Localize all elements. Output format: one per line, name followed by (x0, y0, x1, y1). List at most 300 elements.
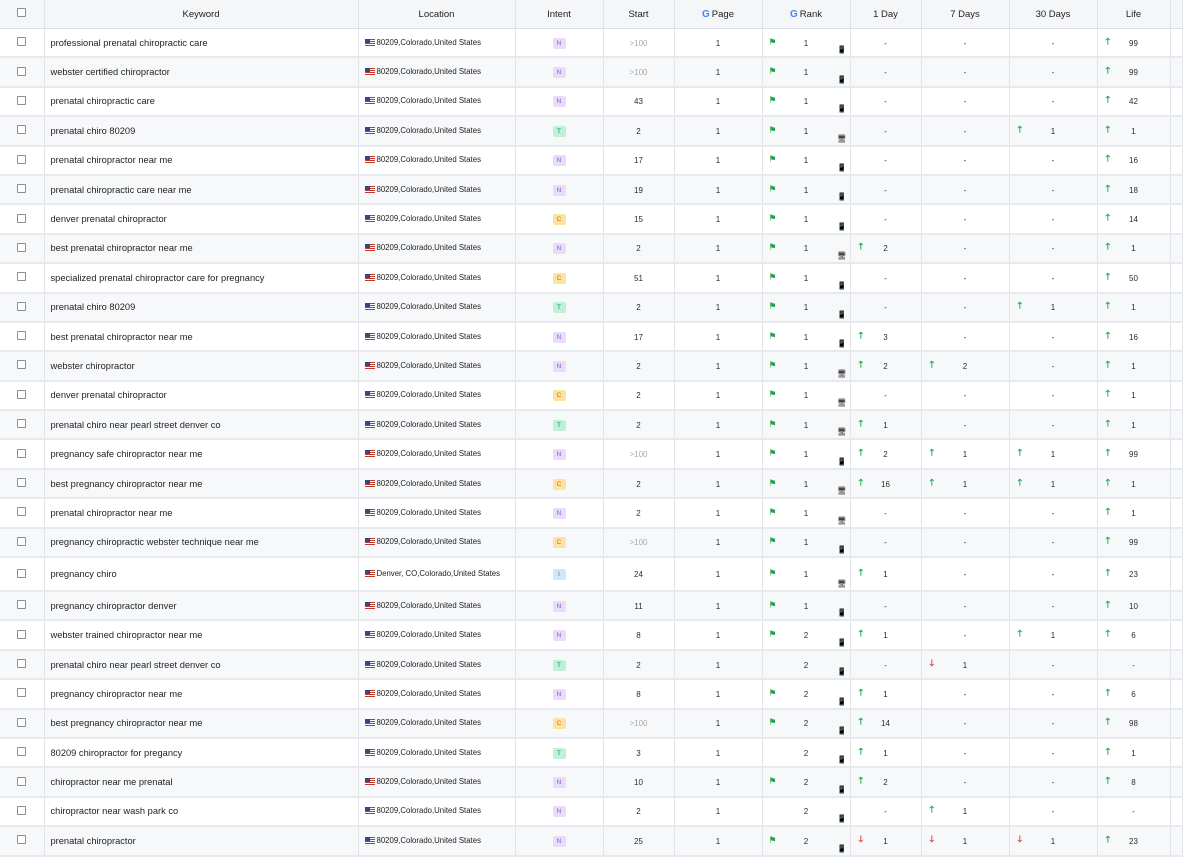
table-row[interactable] (0, 591, 1182, 620)
row-select-cell[interactable] (0, 351, 44, 380)
page-value: 1 (715, 420, 721, 430)
7-days-change-cell (921, 650, 1009, 679)
keyword-cell[interactable]: specialized prenatal chiropractor care for pregnancy (44, 263, 358, 292)
intent-cell (515, 410, 603, 439)
row-checkbox[interactable] (17, 302, 26, 311)
row-select-cell[interactable] (0, 234, 44, 263)
life-change-value: 6 (1131, 631, 1136, 641)
keyword-cell[interactable]: prenatal chiro near pearl street denver co (44, 650, 358, 679)
7-days-change-cell (921, 57, 1009, 86)
keyword-cell[interactable]: denver prenatal chiropractor (44, 204, 358, 233)
life-change-value: 23 (1129, 836, 1138, 846)
location-text: 80209,Colorado,United States (376, 507, 481, 517)
trend-up-icon: 🡑 (929, 476, 935, 487)
keyword-cell[interactable]: pregnancy chiropractic webster technique near me (44, 528, 358, 557)
keyword-cell[interactable]: webster chiropractor (44, 351, 358, 380)
row-checkbox[interactable] (17, 777, 26, 786)
page-value: 1 (715, 689, 721, 699)
keyword-cell[interactable]: prenatal chiro near pearl street denver co (44, 410, 358, 439)
trend-up-icon: 🡑 (1105, 182, 1111, 193)
location-cell (358, 679, 515, 708)
1-day-change-cell (850, 826, 921, 855)
row-select-cell[interactable] (0, 146, 44, 175)
life-change-value: 1 (1131, 361, 1136, 371)
intent-badge: N (553, 630, 566, 641)
1-day-change-cell (850, 146, 921, 175)
keyword-cell[interactable]: pregnancy safe chiropractor near me (44, 439, 358, 468)
life-change-cell (1097, 234, 1170, 263)
us-flag-icon (365, 333, 375, 340)
select-all-header[interactable] (0, 0, 44, 29)
row-checkbox[interactable] (17, 243, 26, 252)
row-select-cell[interactable] (0, 469, 44, 498)
trend-up-icon: 🡑 (929, 359, 935, 370)
keyword-cell[interactable]: webster trained chiropractor near me (44, 620, 358, 649)
row-checkbox[interactable] (17, 600, 26, 609)
row-checkbox[interactable] (17, 125, 26, 134)
keyword-cell[interactable]: best pregnancy chiropractor near me (44, 709, 358, 738)
flag-icon: ⚑ (768, 66, 777, 77)
keyword-cell[interactable]: prenatal chiropractic care (44, 87, 358, 116)
life-change-value: 98 (1129, 719, 1138, 729)
mobile-icon: 📱 (837, 755, 847, 765)
row-select-cell[interactable] (0, 87, 44, 116)
table-row[interactable] (0, 293, 1182, 322)
page-cell (674, 469, 762, 498)
us-flag-icon (365, 303, 375, 310)
life-change-value: 18 (1129, 185, 1138, 195)
intent-badge: N (553, 836, 566, 847)
7-days-change-value: - (963, 38, 967, 48)
table-row[interactable] (0, 263, 1182, 292)
7-days-change-value: - (963, 215, 967, 225)
keyword-cell[interactable]: best pregnancy chiropractor near me (44, 469, 358, 498)
row-checkbox[interactable] (17, 419, 26, 428)
location-text: 80209,Colorado,United States (376, 449, 481, 459)
start-value: >100 (629, 538, 648, 548)
page-value: 1 (715, 778, 721, 788)
trend-up-icon: 🡑 (1105, 359, 1111, 370)
trend-up-icon: 🡑 (1105, 628, 1111, 639)
1-day-change-value: - (884, 391, 887, 401)
life-change-value: - (1132, 807, 1135, 817)
1-day-change-cell (850, 591, 921, 620)
row-checkbox[interactable] (17, 478, 26, 487)
start-value: 10 (634, 778, 643, 788)
location-cell (358, 146, 515, 175)
overflow-cell (1170, 263, 1182, 292)
row-select-cell[interactable] (0, 175, 44, 204)
keyword-cell[interactable]: webster certified chiropractor (44, 57, 358, 86)
intent-badge: N (553, 449, 566, 460)
start-value: 2 (636, 508, 641, 518)
table-row[interactable] (0, 175, 1182, 204)
location-text: 80209,Colorado,United States (376, 272, 481, 282)
row-select-cell[interactable] (0, 620, 44, 649)
location-text: 80209,Colorado,United States (376, 390, 481, 400)
keyword-cell[interactable]: prenatal chiropractor (44, 826, 358, 855)
trend-up-icon: 🡑 (858, 716, 864, 727)
intent-cell (515, 498, 603, 527)
7-days-change-value: 1 (962, 450, 968, 460)
life-change-value: 99 (1129, 450, 1138, 460)
7-days-column-header[interactable]: 7 Days (921, 0, 1009, 29)
row-select-cell[interactable] (0, 650, 44, 679)
7-days-change-cell (921, 709, 1009, 738)
location-text: 80209,Colorado,United States (376, 37, 481, 47)
table-row[interactable] (0, 322, 1182, 351)
30-days-change-value: 1 (1050, 126, 1056, 136)
table-row[interactable] (0, 57, 1182, 86)
flag-icon: ⚑ (768, 330, 777, 341)
rank-cell (762, 469, 850, 498)
flag-icon: ⚑ (768, 359, 777, 370)
7-days-change-value: - (963, 631, 967, 641)
row-checkbox[interactable] (17, 537, 26, 546)
1-day-column-header[interactable]: 1 Day (850, 0, 921, 29)
life-change-cell (1097, 57, 1170, 86)
page-cell (674, 322, 762, 351)
intent-column-header[interactable]: Intent (515, 0, 603, 29)
flag-icon: ⚑ (768, 776, 777, 787)
location-column-header[interactable]: Location (358, 0, 515, 29)
table-row[interactable] (0, 767, 1182, 796)
keyword-column-header[interactable]: Keyword (44, 0, 358, 29)
start-value: 43 (634, 97, 643, 107)
7-days-change-cell (921, 204, 1009, 233)
location-text: 80209,Colorado,United States (376, 96, 481, 106)
rank-cell (762, 650, 850, 679)
30-days-change-cell (1009, 146, 1097, 175)
start-value: 24 (634, 570, 643, 580)
intent-badge: T (553, 660, 566, 671)
table-row[interactable] (0, 439, 1182, 468)
overflow-cell (1170, 204, 1182, 233)
flag-icon: ⚑ (768, 448, 777, 459)
life-change-cell (1097, 116, 1170, 145)
row-select-cell[interactable] (0, 381, 44, 410)
table-row[interactable] (0, 116, 1182, 145)
flag-icon: ⚑ (768, 36, 777, 47)
row-checkbox[interactable] (17, 155, 26, 164)
life-change-cell (1097, 679, 1170, 708)
trend-up-icon: 🡑 (1105, 212, 1111, 223)
row-select-cell[interactable] (0, 498, 44, 527)
7-days-change-cell (921, 738, 1009, 767)
trend-up-icon: 🡑 (1105, 241, 1111, 252)
life-change-cell (1097, 591, 1170, 620)
row-checkbox[interactable] (17, 659, 26, 668)
keyword-cell[interactable]: prenatal chiro 80209 (44, 293, 358, 322)
page-cell (674, 351, 762, 380)
keyword-cell[interactable]: pregnancy chiropractor denver (44, 591, 358, 620)
row-checkbox[interactable] (17, 360, 26, 369)
keyword-cell[interactable]: 80209 chiropractor for pregancy (44, 738, 358, 767)
row-checkbox[interactable] (17, 272, 26, 281)
table-row[interactable] (0, 87, 1182, 116)
row-select-cell[interactable] (0, 591, 44, 620)
start-cell (603, 410, 674, 439)
start-value: 25 (634, 836, 643, 846)
row-checkbox[interactable] (17, 37, 26, 46)
row-select-cell[interactable] (0, 738, 44, 767)
trend-up-icon: 🡑 (1105, 388, 1111, 399)
keyword-cell[interactable]: best prenatal chiropractor near me (44, 234, 358, 263)
start-cell (603, 234, 674, 263)
select-all-checkbox[interactable] (17, 8, 26, 17)
trend-up-icon: 🡑 (1017, 447, 1023, 458)
table-row[interactable] (0, 709, 1182, 738)
row-checkbox[interactable] (17, 331, 26, 340)
life-change-value: 1 (1131, 303, 1136, 313)
1-day-change-value: - (884, 660, 887, 670)
7-days-change-cell (921, 469, 1009, 498)
start-cell (603, 709, 674, 738)
trend-up-icon: 🡑 (1105, 598, 1111, 609)
intent-cell (515, 175, 603, 204)
7-days-change-value: - (963, 748, 967, 758)
start-column-header[interactable]: Start (603, 0, 674, 29)
mobile-icon: 📱 (837, 280, 847, 290)
30-days-change-cell (1009, 498, 1097, 527)
keyword-cell[interactable]: professional prenatal chiropractic care (44, 29, 358, 58)
page-value: 1 (715, 836, 721, 846)
row-checkbox[interactable] (17, 96, 26, 105)
start-value: 2 (636, 126, 641, 136)
7-days-change-cell (921, 29, 1009, 58)
life-change-cell (1097, 620, 1170, 649)
life-change-cell (1097, 146, 1170, 175)
30-days-change-value: - (1051, 273, 1055, 283)
table-row[interactable] (0, 234, 1182, 263)
mobile-icon: 📱 (837, 221, 847, 231)
30-days-change-cell (1009, 797, 1097, 826)
keyword-cell[interactable]: chiropractor near wash park co (44, 797, 358, 826)
keyword-cell[interactable]: prenatal chiropractor near me (44, 146, 358, 175)
table-row[interactable] (0, 146, 1182, 175)
page-cell (674, 116, 762, 145)
us-flag-icon (365, 631, 375, 638)
row-checkbox[interactable] (17, 747, 26, 756)
row-select-cell[interactable] (0, 116, 44, 145)
table-row[interactable] (0, 738, 1182, 767)
us-flag-icon (365, 450, 375, 457)
overflow-cell (1170, 410, 1182, 439)
row-checkbox[interactable] (17, 688, 26, 697)
row-select-cell[interactable] (0, 29, 44, 58)
table-row[interactable] (0, 528, 1182, 557)
intent-cell (515, 679, 603, 708)
intent-badge: N (553, 508, 566, 519)
location-cell (358, 116, 515, 145)
page-column-header[interactable] (674, 0, 762, 29)
table-row[interactable] (0, 620, 1182, 649)
row-checkbox[interactable] (17, 184, 26, 193)
row-select-cell[interactable] (0, 557, 44, 591)
start-value: 8 (636, 689, 641, 699)
1-day-change-cell (850, 116, 921, 145)
table-row[interactable] (0, 410, 1182, 439)
table-row[interactable] (0, 498, 1182, 527)
start-value: 2 (636, 479, 641, 489)
1-day-change-cell (850, 498, 921, 527)
intent-badge: N (553, 777, 566, 788)
table-row[interactable] (0, 381, 1182, 410)
table-row[interactable] (0, 826, 1182, 855)
flag-icon: ⚑ (768, 599, 777, 610)
rank-cell (762, 738, 850, 767)
page-value: 1 (715, 273, 721, 283)
location-cell (358, 381, 515, 410)
30-days-change-value: - (1051, 97, 1055, 107)
location-cell (358, 826, 515, 855)
keyword-cell[interactable]: chiropractor near me prenatal (44, 767, 358, 796)
1-day-change-cell (850, 263, 921, 292)
life-change-cell (1097, 293, 1170, 322)
life-change-cell (1097, 738, 1170, 767)
row-checkbox[interactable] (17, 718, 26, 727)
start-cell (603, 29, 674, 58)
intent-cell (515, 738, 603, 767)
1-day-change-cell (850, 469, 921, 498)
30-days-change-value: 1 (1050, 479, 1056, 489)
rank-value: 1 (803, 97, 809, 107)
overflow-cell (1170, 146, 1182, 175)
trend-up-icon: 🡑 (1105, 687, 1111, 698)
row-select-cell[interactable] (0, 263, 44, 292)
keyword-cell[interactable]: pregnancy chiro (44, 557, 358, 591)
row-select-cell[interactable] (0, 293, 44, 322)
keyword-cell[interactable]: best prenatal chiropractor near me (44, 322, 358, 351)
life-change-cell (1097, 175, 1170, 204)
1-day-change-value: - (884, 807, 887, 817)
table-row[interactable] (0, 650, 1182, 679)
7-days-change-cell (921, 293, 1009, 322)
start-cell (603, 263, 674, 292)
row-select-cell[interactable] (0, 439, 44, 468)
row-checkbox[interactable] (17, 835, 26, 844)
table-row[interactable] (0, 469, 1182, 498)
row-checkbox[interactable] (17, 507, 26, 516)
1-day-change-cell (850, 709, 921, 738)
row-select-cell[interactable] (0, 767, 44, 796)
life-change-value: 23 (1129, 570, 1138, 580)
rank-cell (762, 381, 850, 410)
keyword-cell[interactable]: prenatal chiropractor near me (44, 498, 358, 527)
7-days-change-value: - (963, 689, 967, 699)
mobile-icon: 📱 (837, 784, 847, 794)
intent-badge: N (553, 332, 566, 343)
life-column-header[interactable]: Life (1097, 0, 1170, 29)
row-select-cell[interactable] (0, 322, 44, 351)
rank-value: 1 (803, 38, 809, 48)
row-checkbox[interactable] (17, 390, 26, 399)
row-checkbox[interactable] (17, 569, 26, 578)
life-change-value: 1 (1131, 244, 1136, 254)
row-checkbox[interactable] (17, 214, 26, 223)
30-days-change-value: 1 (1050, 303, 1056, 313)
location-cell (358, 322, 515, 351)
rank-cell (762, 620, 850, 649)
table-row[interactable] (0, 29, 1182, 58)
location-text: 80209,Colorado,United States (376, 688, 481, 698)
flag-icon: ⚑ (768, 212, 777, 223)
intent-cell (515, 234, 603, 263)
table-row[interactable] (0, 797, 1182, 826)
row-select-cell[interactable] (0, 679, 44, 708)
intent-cell (515, 263, 603, 292)
row-select-cell[interactable] (0, 410, 44, 439)
table-row[interactable] (0, 557, 1182, 591)
page-cell (674, 650, 762, 679)
rank-value: 1 (803, 538, 809, 548)
rank-header-label: Rank (799, 8, 822, 20)
table-row[interactable] (0, 679, 1182, 708)
rank-column-header[interactable] (762, 0, 850, 29)
row-select-cell[interactable] (0, 528, 44, 557)
30-days-column-header[interactable]: 30 Days (1009, 0, 1097, 29)
start-value: 2 (636, 244, 641, 254)
row-select-cell[interactable] (0, 797, 44, 826)
30-days-change-cell (1009, 29, 1097, 58)
table-row[interactable] (0, 351, 1182, 380)
page-value: 1 (715, 38, 721, 48)
intent-badge: N (553, 361, 566, 372)
row-select-cell[interactable] (0, 826, 44, 855)
7-days-change-cell (921, 116, 1009, 145)
30-days-change-value: - (1051, 156, 1055, 166)
row-select-cell[interactable] (0, 709, 44, 738)
row-checkbox[interactable] (17, 67, 26, 76)
7-days-change-cell (921, 620, 1009, 649)
row-select-cell[interactable] (0, 204, 44, 233)
1-day-change-cell (850, 293, 921, 322)
mobile-icon: 📱 (837, 162, 847, 172)
us-flag-icon (365, 39, 375, 46)
keyword-cell[interactable]: prenatal chiropractic care near me (44, 175, 358, 204)
trend-up-icon: 🡑 (1105, 447, 1111, 458)
1-day-change-cell (850, 87, 921, 116)
row-select-cell[interactable] (0, 57, 44, 86)
row-checkbox[interactable] (17, 630, 26, 639)
keyword-cell[interactable]: denver prenatal chiropractor (44, 381, 358, 410)
row-checkbox[interactable] (17, 449, 26, 458)
life-change-value: 42 (1129, 97, 1138, 107)
overflow-cell (1170, 29, 1182, 58)
intent-badge: N (553, 38, 566, 49)
overflow-cell (1170, 381, 1182, 410)
trend-up-icon: 🡑 (1105, 417, 1111, 428)
keyword-cell[interactable]: prenatal chiro 80209 (44, 116, 358, 145)
trend-up-icon: 🡑 (1105, 535, 1111, 546)
intent-badge: N (553, 243, 566, 254)
overflow-cell (1170, 591, 1182, 620)
page-value: 1 (715, 244, 721, 254)
30-days-change-cell (1009, 709, 1097, 738)
table-row[interactable] (0, 204, 1182, 233)
rank-value: 1 (803, 244, 809, 254)
mobile-icon: 📱 (837, 192, 847, 202)
30-days-change-cell (1009, 234, 1097, 263)
row-checkbox[interactable] (17, 806, 26, 815)
keyword-cell[interactable]: pregnancy chiropractor near me (44, 679, 358, 708)
7-days-change-cell (921, 591, 1009, 620)
1-day-change-cell (850, 767, 921, 796)
7-days-change-value: 1 (962, 479, 968, 489)
rank-cell (762, 116, 850, 145)
7-days-change-cell (921, 146, 1009, 175)
overflow-cell (1170, 826, 1182, 855)
